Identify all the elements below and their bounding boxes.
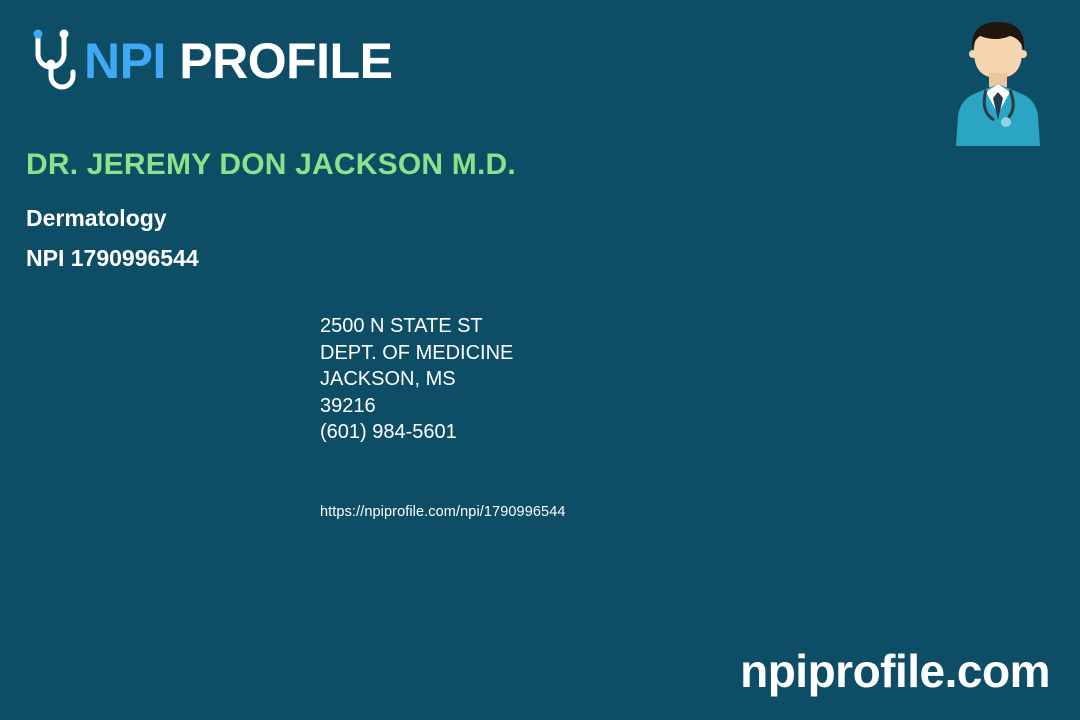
provider-specialty: Dermatology	[26, 205, 167, 231]
practice-address	[320, 313, 513, 446]
brand-logo	[26, 28, 392, 94]
logo-npi-text: NPI	[84, 33, 166, 89]
address-city-state: JACKSON, MS	[320, 368, 456, 391]
address-line-2: DEPT. OF MEDICINE	[320, 341, 514, 364]
profile-url-link[interactable]: https://npiprofile.com/npi/1790996544	[320, 504, 566, 520]
doctor-avatar-icon	[944, 18, 1052, 146]
practice-phone: (601) 984-5601	[320, 421, 457, 444]
logo-profile-text: PROFILE	[165, 33, 393, 89]
logo-wordmark	[84, 33, 393, 89]
footer-domain: npiprofile.com	[740, 645, 1050, 697]
provider-name: DR. JEREMY DON JACKSON M.D.	[26, 148, 516, 181]
address-zip: 39216	[320, 394, 376, 417]
address-line-1: 2500 N STATE ST	[320, 315, 483, 337]
provider-npi-number: NPI 1790996544	[26, 245, 199, 271]
stethoscope-icon	[26, 28, 80, 94]
